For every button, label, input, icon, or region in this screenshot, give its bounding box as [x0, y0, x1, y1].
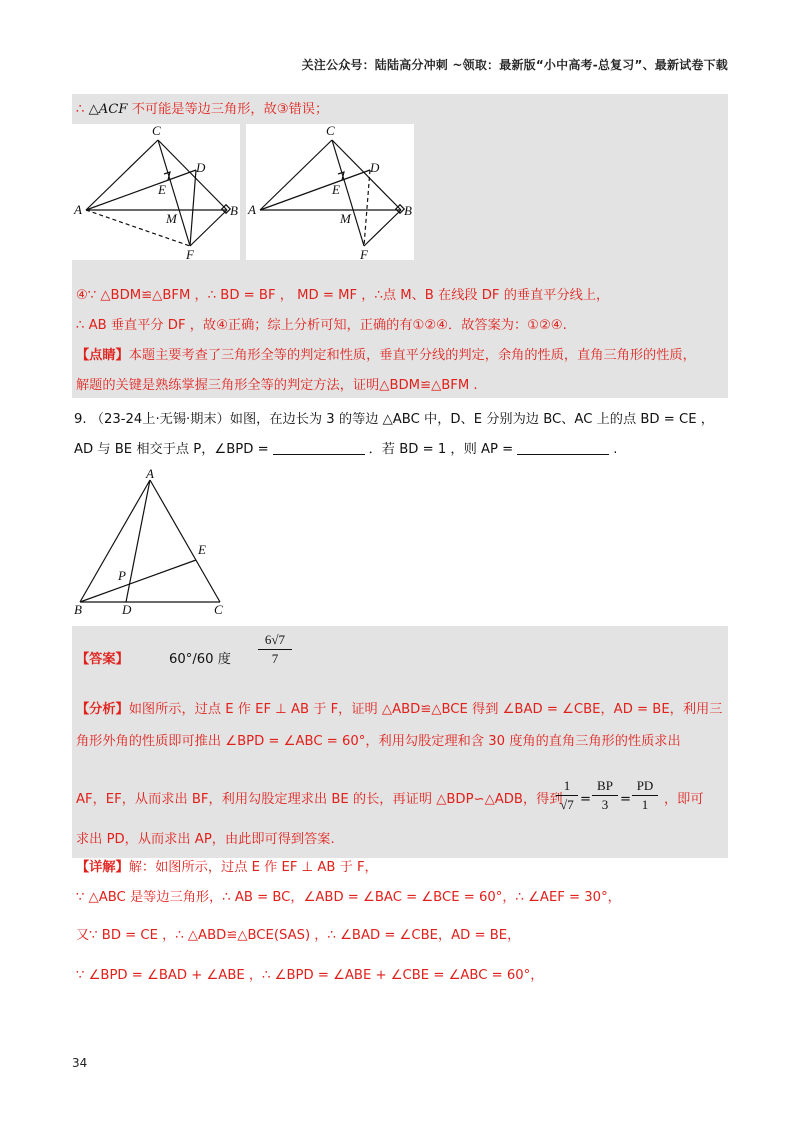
frac-2-den: 3 [601, 797, 609, 812]
analysis-line-3-end: ，即可 [664, 792, 704, 807]
analysis-text-1: 如图所示，过点 E 作 EF ⊥ AB 于 F，证明 △ABD≌△BCE 得到 ∠BAD = ∠CBE，AD = BE，利用三 [128, 702, 723, 717]
figure-1-svg [72, 124, 240, 260]
answer-frac-num: 6√7 [258, 632, 292, 650]
fig3-label-e: E [198, 542, 206, 557]
frac-3-den: 1 [641, 797, 649, 812]
fig1-label-m: M [166, 211, 177, 226]
analysis-line-3: AF，EF，从而求出 BF，利用勾股定理求出 BE 的长，再证明 △BDP∽△ADB，得到 [76, 792, 563, 807]
paragraph-5: 解题的关键是熟练掌握三角形全等的判定方法，证明△BDM≌△BFM . [76, 378, 478, 393]
figure-3 [72, 466, 242, 616]
fig2-label-b: B [404, 203, 412, 218]
fig2-label-c: C [326, 124, 335, 138]
fig3-label-c: C [214, 602, 223, 616]
answer-blank-2 [517, 454, 609, 455]
answer-tag: 【答案】 [76, 652, 129, 667]
fig2-label-m: M [340, 211, 351, 226]
answer-fraction [258, 632, 292, 667]
fig1-label-f: F [186, 247, 194, 260]
answer-value: 60°/60 度 [168, 652, 231, 667]
analysis-tag: 【分析】 [76, 702, 129, 717]
analysis-line-1 [76, 700, 722, 720]
q9-text-c: . [613, 442, 618, 457]
fig3-label-d: D [122, 602, 132, 616]
q9-text-b: ．若 BD = 1 ，则 AP = [368, 442, 514, 457]
analysis-frac-3 [632, 778, 658, 813]
frac-3-num: PD [632, 778, 658, 796]
question-9-line-1: 9. （23-24上·无锡·期末）如图，在边长为 3 的等边 △ABC 中，D、E 分别为边 BC、AC 上的点 BD = CE ， [74, 412, 714, 427]
fig3-label-a: A [146, 466, 154, 481]
figure-2 [246, 124, 414, 260]
paragraph-3: ∴ AB 垂直平分 DF ，故④正确；综上分析可知，正确的有①②④．故答案为：①②④. [76, 318, 567, 333]
paragraph-4 [76, 346, 696, 366]
question-9-line-2 [74, 440, 617, 460]
detail-line-4: ∵ ∠BPD = ∠BAD + ∠ABE ，∴ ∠BPD = ∠ABE + ∠CBE = ∠ABC = 60°， [76, 968, 544, 983]
page-header: 关注公众号：陆陆高分冲刺 ~领取：最新版“小中高考-总复习”、最新试卷下载 [301, 58, 728, 72]
tip-tag: 【点睛】 [76, 348, 129, 363]
answer-line [76, 650, 231, 670]
analysis-frac-1 [556, 778, 578, 813]
fig1-label-a: A [74, 202, 82, 217]
paragraph-2: ④∵ △BDM≌△BFM ，∴ BD = BF ， MD = MF ，∴点 M、B 在线段 DF 的垂直平分线上， [76, 288, 610, 303]
detail-text-1: 解：如图所示，过点 E 作 EF ⊥ AB 于 F， [128, 860, 378, 875]
equals-2: = [620, 792, 632, 807]
analysis-line-4: 求出 PD，从而求出 AP，由此即可得到答案. [76, 832, 335, 847]
fig1-label-b: B [230, 203, 238, 218]
detail-line-3: 又∵ BD = CE ，∴ △ABD≌△BCE(SAS) ，∴ ∠BAD = ∠CBE，AD = BE， [76, 928, 521, 943]
fig2-label-a: A [248, 202, 256, 217]
fig1-label-e: E [158, 182, 166, 197]
figure-1 [72, 124, 240, 260]
fig3-label-p: P [118, 568, 126, 583]
triangle-acf: △ACF [88, 102, 128, 117]
figure-2-svg [246, 124, 414, 260]
fig2-label-d: D [370, 160, 380, 175]
answer-blank-1 [273, 454, 365, 455]
fig3-label-b: B [74, 602, 82, 616]
paragraph-1-text: 不可能是等边三角形，故③错误； [131, 102, 329, 117]
fig2-label-e: E [332, 182, 340, 197]
detail-line-2: ∵ △ABC 是等边三角形，∴ AB = BC，∠ABD = ∠BAC = ∠BCE = 60°，∴ ∠AEF = 30°， [76, 890, 621, 905]
figure-3-svg [72, 466, 242, 616]
page-number: 34 [72, 1056, 88, 1070]
answer-frac-den: 7 [271, 651, 279, 666]
paragraph-1 [76, 100, 328, 120]
analysis-frac-2 [592, 778, 618, 813]
tip-text: 本题主要考查了三角形全等的判定和性质，垂直平分线的判定，余角的性质，直角三角形的性质， [128, 348, 696, 363]
fig1-label-c: C [152, 124, 161, 138]
frac-2-num: BP [592, 778, 618, 796]
detail-line-1 [76, 858, 378, 878]
fig1-label-d: D [196, 160, 206, 175]
detail-tag: 【详解】 [76, 860, 129, 875]
frac-1-den: √7 [560, 797, 574, 812]
therefore-symbol: ∴ [76, 102, 85, 117]
analysis-line-2: 角形外角的性质即可推出 ∠BPD = ∠ABC = 60°，利用勾股定理和含 30 度角的直角三角形的性质求出 [76, 734, 681, 749]
fig2-label-f: F [360, 247, 368, 260]
frac-1-num: 1 [556, 778, 578, 796]
equals-1: = [580, 792, 592, 807]
q9-text-a: AD 与 BE 相交于点 P，∠BPD = [74, 442, 269, 457]
